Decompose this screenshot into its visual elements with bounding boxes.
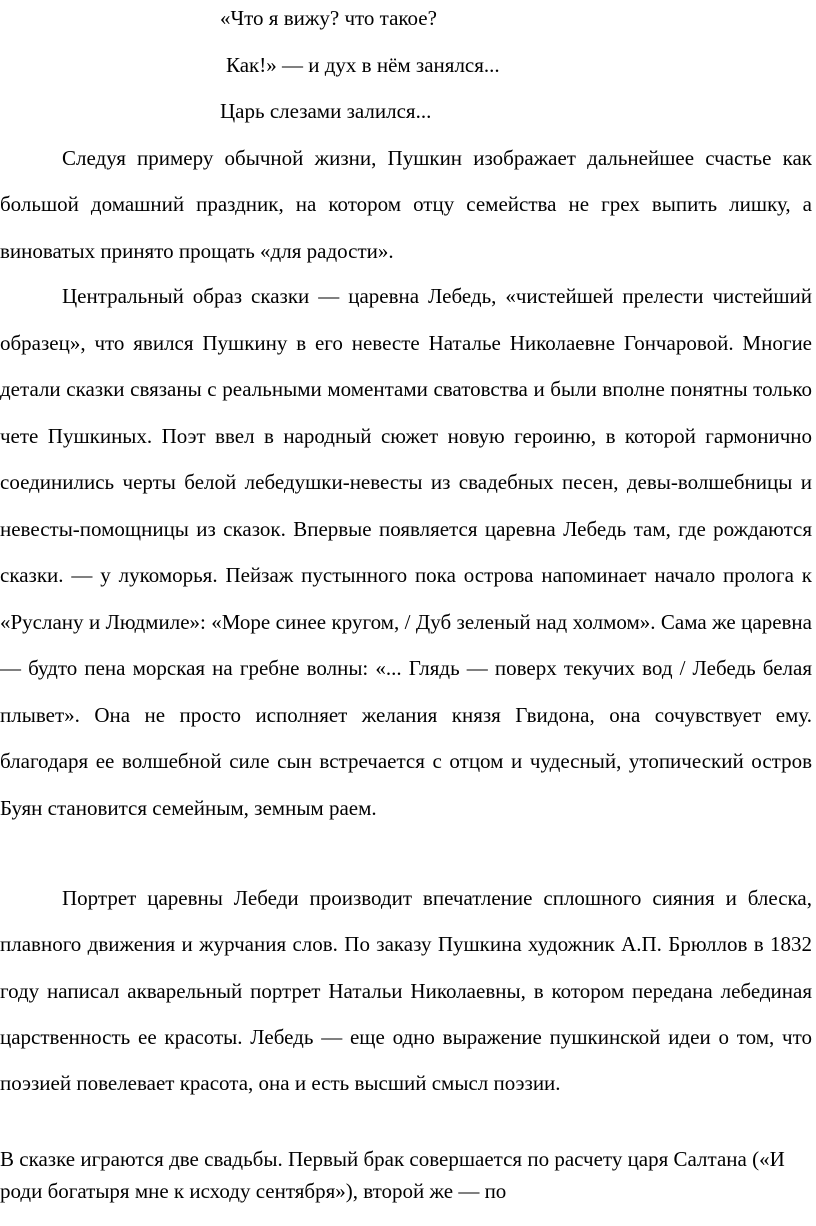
paragraph-3: Портрет царевны Лебеди производит впечатление сплошного сияния и блеска, плавного движения и журчания слов. По заказу Пушкина художник А.П. Брюллов в 1832 году написал акварельный портрет Натальи Николаевны, в котором передана лебединая царственность ее красоты. Лебедь — еще одно выражение пушкинской идеи о том, что поэзией повелевает красота, она и есть высший смысл поэзии. [0,886,812,1096]
verse-line-1: «Что я вижу? что такое? [220,6,437,30]
verse-line-2: Как!» — и дух в нём занялся... [226,53,500,77]
paragraph-2: Центральный образ сказки — царевна Лебедь, «чистейшей прелести чистейший образец», что явился Пушкину в его невесте Наталье Николаевне Гончаровой. Многие детали сказки связаны с реальными моментами сватовства и были вполне понятны только чете Пушкиных. Поэт ввел в народный сюжет новую героиню, в которой гармонично соединились черты белой лебедушки-невесты из свадебных песен, девы-волшебницы и невесты-помощницы из сказок. Впервые появляется царевна Лебедь там, где рождаются сказки. — у лукоморья. Пейзаж пустынного пока острова напоминает начало пролога к «Руслану и Людмиле»: «Море синее кругом, / Дуб зеленый над холмом». Сама же царевна — будто пена морская на гребне волны: «... Глядь — поверх текучих вод / Лебедь белая плывет». Она не просто исполняет желания князя Гвидона, она сочувствует ему. благодаря ее волшебной силе сын встречается с отцом и чудесный, утопический остров Буян становится семейным, земным раем. [0,284,812,820]
paragraph-4: В сказке играются две свадьбы. Первый брак совершается по расчету царя Салтана («И роди богатыря мне к исходу сентября»), второй же — по [0,1147,785,1203]
verse-line-3: Царь слезами залился... [220,99,432,123]
paragraph-1: Следуя примеру обычной жизни, Пушкин изображает дальнейшее счастье как большой домашний праздник, на котором отцу семейства не грех выпить лишку, а виноватых принято прощать «для радости». [0,146,812,263]
